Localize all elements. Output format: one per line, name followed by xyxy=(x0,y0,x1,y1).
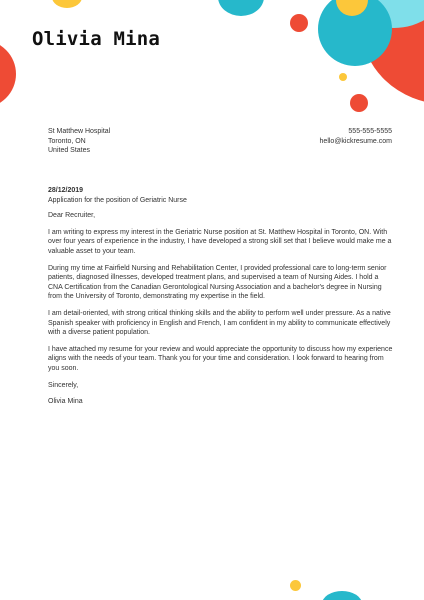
decorative-circle xyxy=(52,0,82,8)
address-line: Toronto, ON xyxy=(48,137,86,145)
letter-date: 28/12/2019 xyxy=(48,187,84,194)
address-line: St Matthew Hospital xyxy=(48,128,111,135)
paragraph: During my time at Fairfield Nursing and Rehabilitation Center, I provided professional care to long-term senior patients, diagnosed illnesses, developed treatment plans, and supervised a team of Nursing Aides. I hold a CNA Certification from the Canadian Gerontological Nursing Association and a bachelor's degree in Nursing from the University of Toronto, demonstrating my expertise in the field. xyxy=(48,264,387,301)
paragraph: I am detail-oriented, with strong critical thinking skills and the ability to perform well under pressure. As a native Spanish speaker with proficiency in English and French, I am confident in my ability to communicate effectively with a diverse patient population. xyxy=(48,309,391,337)
decorative-circle xyxy=(322,591,362,600)
paragraph: I am writing to express my interest in the Geriatric Nurse position at St. Matthew Hospital in Toronto, ON. With over four years of experience in the industry, I have developed a strong skill set that I believe would make me a valuable asset to your team. xyxy=(48,228,392,255)
decorative-circle xyxy=(339,73,347,81)
letter-body xyxy=(48,186,394,414)
phone-number: 555-555-5555 xyxy=(348,128,392,135)
address-line: United States xyxy=(48,147,91,155)
closing: Sincerely, xyxy=(48,381,79,389)
decorative-circle xyxy=(290,14,308,32)
contact-info xyxy=(320,127,392,146)
decorative-circle xyxy=(290,580,301,591)
greeting: Dear Recruiter, xyxy=(48,212,96,220)
decorative-circle xyxy=(0,40,16,108)
paragraph: I have attached my resume for your review and would appreciate the opportunity to discuss how my experience aligns with the needs of your team. Thank you for your time and consideration. I look forward to hearing from you soon. xyxy=(48,345,393,372)
signature: Olivia Mina xyxy=(48,398,83,406)
recipient-address xyxy=(48,127,110,156)
decorative-circle xyxy=(218,0,264,16)
applicant-name: Olivia Mina xyxy=(32,28,161,50)
email-address: hello@kickresume.com xyxy=(319,137,392,145)
letter-subject: Application for the position of Geriatric Nurse xyxy=(48,196,187,204)
decorative-circle xyxy=(350,94,368,112)
